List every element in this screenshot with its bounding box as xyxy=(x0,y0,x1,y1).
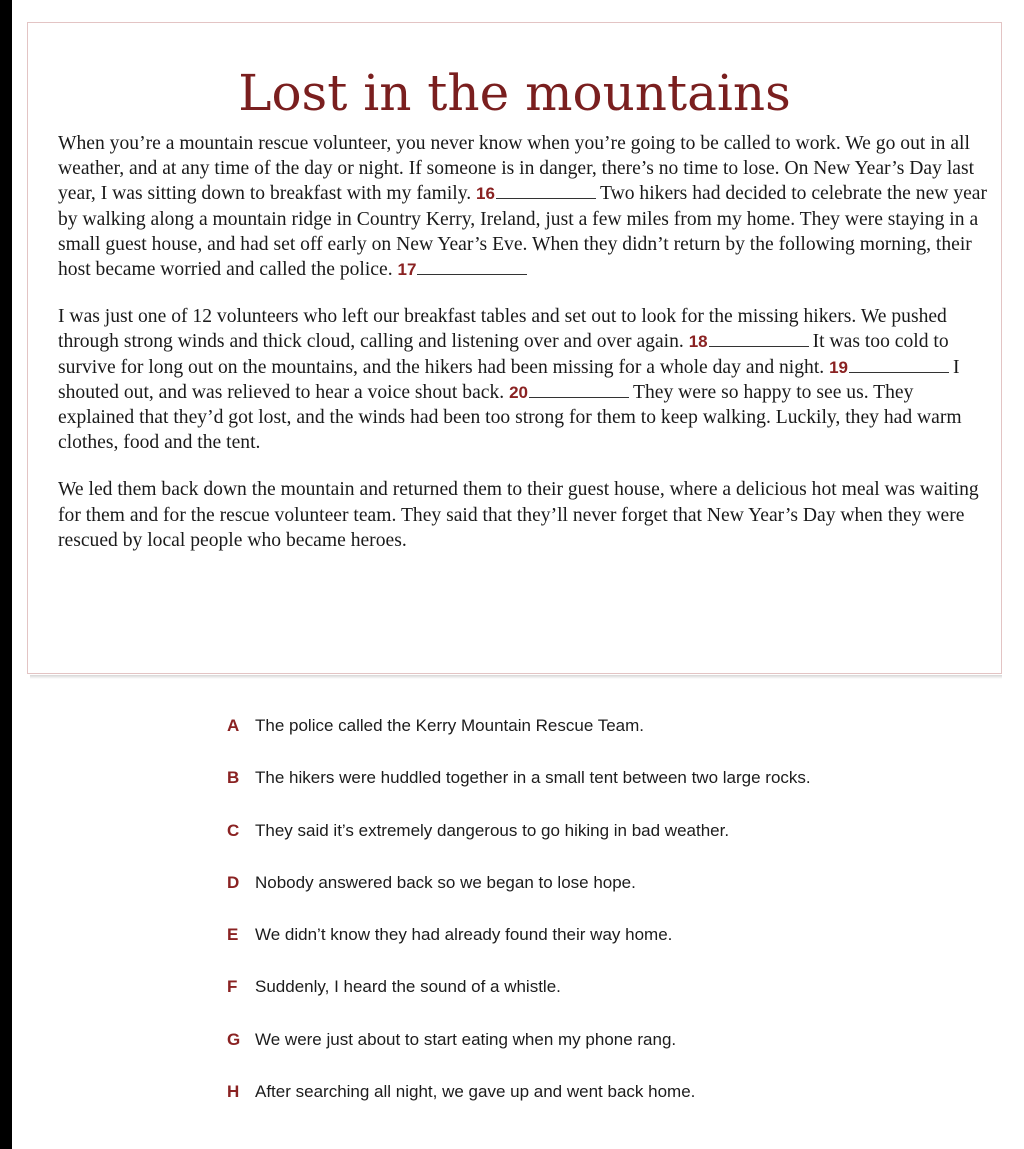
paragraph-1 xyxy=(58,131,993,282)
article-title: Lost in the mountains xyxy=(238,64,791,122)
paragraph-1-text-1: When you’re a mountain rescue volunteer, you never know when you’re going to be called to work. We go out in all weather, and at any time of the day or night. If someone is in danger, there’s no time to lose. On New Year’s Day last year, I was sitting down to breakfast with my family. xyxy=(58,133,975,205)
option-d[interactable] xyxy=(227,872,987,924)
option-e[interactable] xyxy=(227,924,987,976)
left-edge-bar xyxy=(0,0,12,1149)
options-list xyxy=(227,715,987,1133)
option-text: After searching all night, we gave up and went back home. xyxy=(255,1082,696,1102)
gap-number-18: 18 xyxy=(688,332,708,352)
option-letter: D xyxy=(227,872,240,892)
option-c[interactable] xyxy=(227,820,987,872)
paragraph-3-text-1: We led them back down the mountain and returned them to their guest house, where a delicious hot meal was waiting for them and for the rescue volunteer team. They said that they’ll never forget that New Year’s Day when they were rescued by local people who became heroes. xyxy=(58,479,979,551)
gap-blank-17[interactable] xyxy=(417,273,527,275)
article-shadow xyxy=(30,675,1002,679)
option-h[interactable] xyxy=(227,1081,987,1133)
gap-blank-18[interactable] xyxy=(709,345,809,347)
option-letter: F xyxy=(227,977,238,997)
option-g[interactable] xyxy=(227,1029,987,1081)
option-f[interactable] xyxy=(227,976,987,1028)
option-a[interactable] xyxy=(227,715,987,767)
option-b[interactable] xyxy=(227,767,987,819)
option-letter: G xyxy=(227,1029,241,1049)
paragraph-2-text-1: I was just one of 12 volunteers who left our breakfast tables and set out to look for the missing hikers. We pushed through strong winds and thick cloud, calling and listening over and over again. xyxy=(58,306,947,353)
paragraph-3 xyxy=(58,477,993,553)
article-body xyxy=(58,131,993,575)
option-text: Nobody answered back so we began to lose hope. xyxy=(255,872,636,892)
option-text: We were just about to start eating when my phone rang. xyxy=(255,1029,677,1049)
option-letter: C xyxy=(227,820,240,840)
gap-blank-16[interactable] xyxy=(496,197,596,199)
option-text: The police called the Kerry Mountain Rescue Team. xyxy=(255,716,644,735)
gap-blank-19[interactable] xyxy=(849,371,949,373)
option-letter: A xyxy=(227,716,240,735)
paragraph-1-text-2: Two hikers had decided to celebrate the new year by walking along a mountain ridge in Country Kerry, Ireland, just a few miles from my home. They were staying in a small guest house, and had set off early on New Year’s Eve. When they didn’t return by the following morning, their host became worried and called the police. xyxy=(58,183,988,281)
paragraph-2-text-4: They were so happy to see us. They explained that they’d got lost, and the winds had been too strong for them to keep walking. Luckily, they had warm clothes, food and the tent. xyxy=(58,381,962,454)
article-box xyxy=(27,22,1002,674)
paragraph-2-text-3: I shouted out, and was relieved to hear a voice shout back. xyxy=(58,356,960,403)
option-letter: H xyxy=(227,1082,240,1102)
option-text: Suddenly, I heard the sound of a whistle. xyxy=(255,977,561,997)
option-text: We didn’t know they had already found their way home. xyxy=(255,925,673,945)
option-text: The hikers were huddled together in a small tent between two large rocks. xyxy=(255,768,811,788)
gap-number-17: 17 xyxy=(397,260,417,280)
gap-blank-20[interactable] xyxy=(529,396,629,398)
option-letter: E xyxy=(227,925,239,945)
paragraph-2 xyxy=(58,304,993,455)
option-text: They said it’s extremely dangerous to go hiking in bad weather. xyxy=(255,820,730,840)
gap-number-16: 16 xyxy=(476,184,495,204)
gap-number-20: 20 xyxy=(509,382,528,402)
gap-number-19: 19 xyxy=(829,357,849,377)
option-letter: B xyxy=(227,768,240,788)
paragraph-2-text-2: It was too cold to survive for long out on the mountains, and the hikers had been missing for a whole day and night. xyxy=(58,331,949,378)
